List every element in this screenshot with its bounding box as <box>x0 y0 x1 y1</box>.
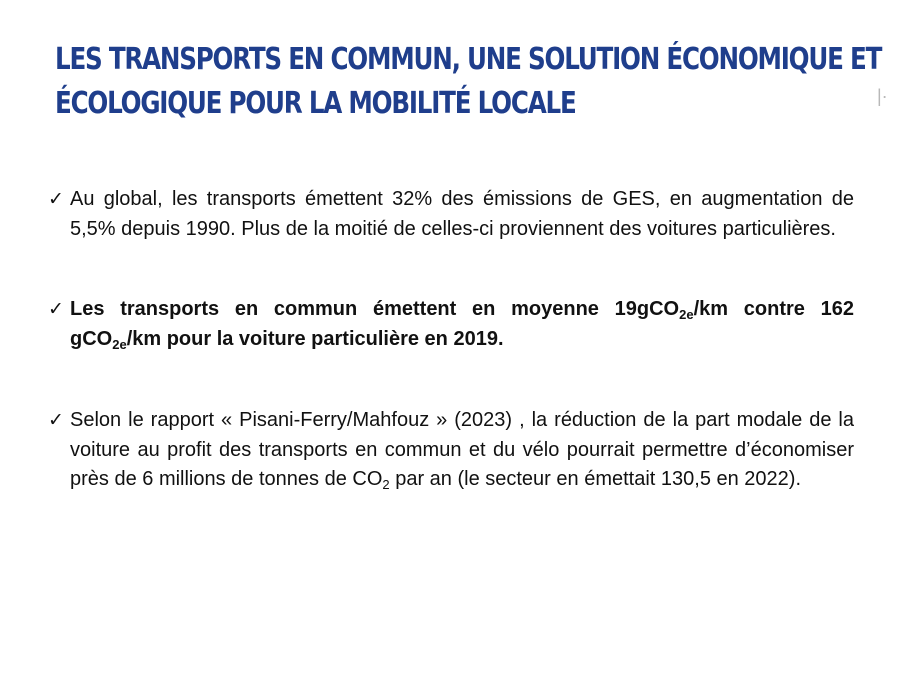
slide-title-line-1: LES TRANSPORTS EN COMMUN, UNE SOLUTION ÉCONOMIQUE ET <box>55 42 882 77</box>
slide-title <box>55 38 882 126</box>
edge-marker: |· <box>877 86 888 106</box>
bullet-text-part: Selon le rapport « Pisani-Ferry/Mahfouz » (2023) , la réduction de la part modale de la voiture au profit des transports en commun et du vélo pourrait permettre d’économiser près de 6 millions de tonnes de CO <box>70 409 854 490</box>
check-icon: ✓ <box>48 298 64 320</box>
slide-title-line-2: ÉCOLOGIQUE POUR LA MOBILITÉ LOCALE <box>55 86 576 121</box>
bullet-text <box>70 295 854 354</box>
bullet-text <box>70 406 854 495</box>
bullet-item-emissions <box>48 185 854 244</box>
bullet-text-part: /km contre 162 gCO <box>70 298 854 350</box>
subscript: 2e <box>112 336 127 352</box>
check-icon: ✓ <box>48 409 64 431</box>
bullet-text-part: Les transports en commun émettent en moyenne 19gCO <box>70 298 680 320</box>
bullet-text: Au global, les transports émettent 32% des émissions de GES, en augmentation de 5,5% depuis 1990. Plus de la moitié de celles-ci proviennent des voitures particulières. <box>70 188 854 240</box>
check-icon: ✓ <box>48 188 64 210</box>
bullet-text-part: par an (le secteur en émettait 130,5 en 2022). <box>389 468 802 490</box>
bullet-list <box>48 185 854 495</box>
bullet-item-public-transport <box>48 295 854 354</box>
bullet-item-report <box>48 406 854 495</box>
bullet-text-part: /km pour la voiture particulière en 2019. <box>126 327 504 350</box>
subscript: 2e <box>679 307 694 322</box>
subscript: 2 <box>382 477 390 492</box>
